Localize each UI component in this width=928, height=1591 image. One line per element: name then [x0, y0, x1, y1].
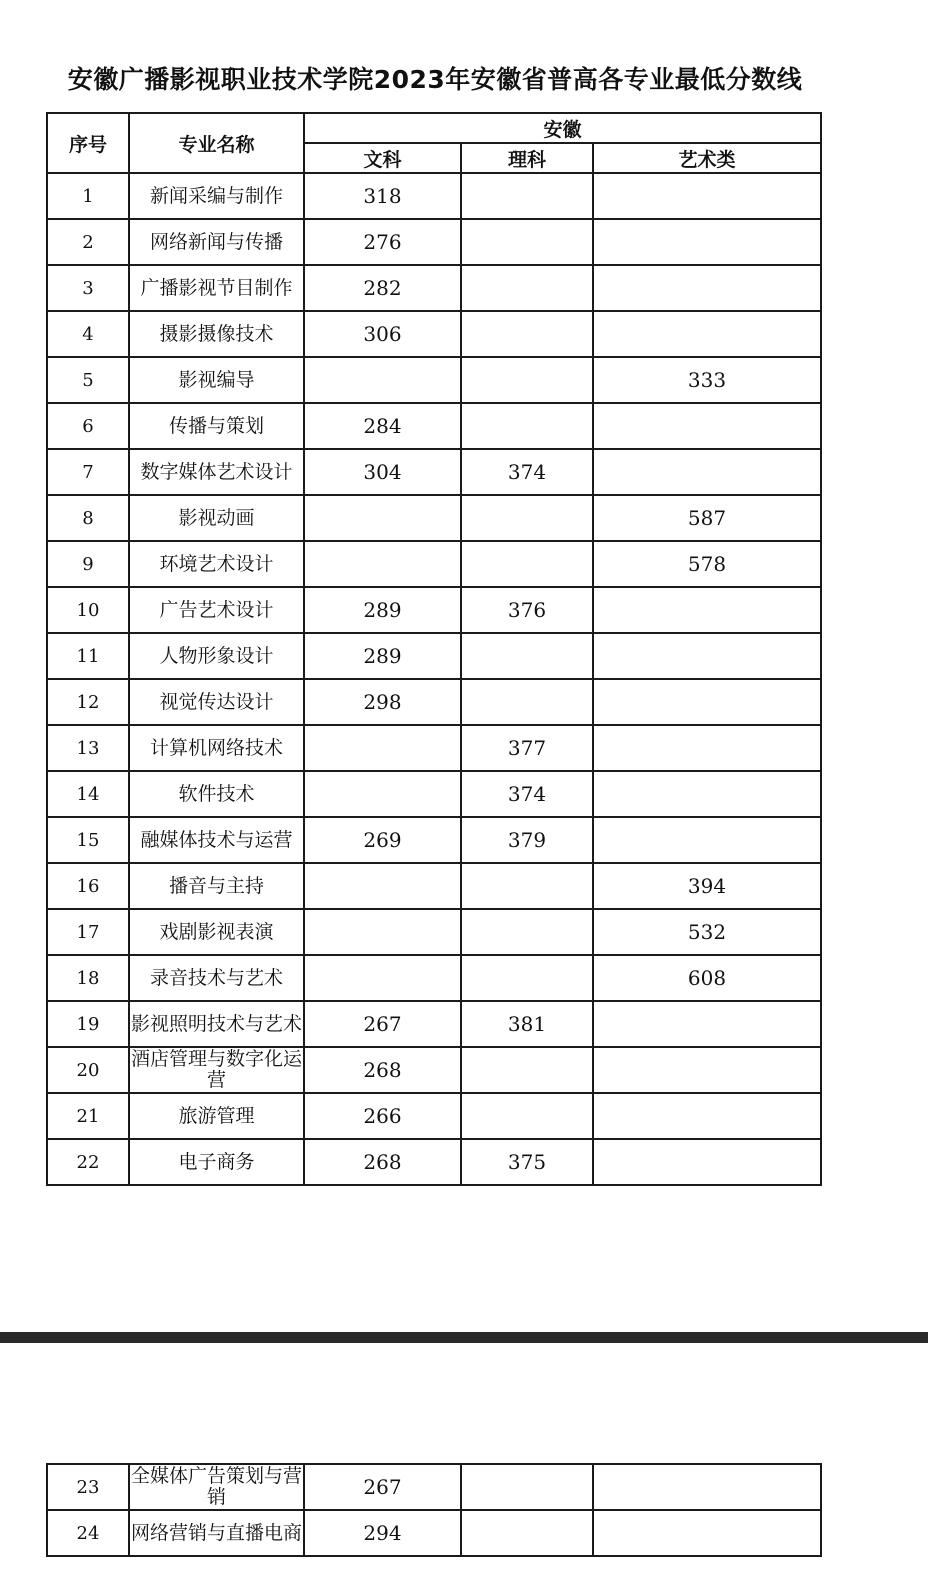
row-score-wenke: 269	[304, 817, 461, 863]
row-score-yishu	[593, 1001, 821, 1047]
row-major-name: 软件技术	[129, 771, 304, 817]
row-score-yishu	[593, 771, 821, 817]
row-serial-number: 21	[47, 1093, 129, 1139]
row-serial-number: 4	[47, 311, 129, 357]
table-row	[47, 219, 821, 265]
row-serial-number: 23	[47, 1464, 129, 1510]
row-score-wenke: 284	[304, 403, 461, 449]
row-score-like	[461, 863, 593, 909]
row-score-yishu	[593, 219, 821, 265]
row-score-like	[461, 1047, 593, 1093]
table-row	[47, 541, 821, 587]
row-score-wenke: 289	[304, 633, 461, 679]
page-break-divider	[0, 1332, 928, 1343]
score-table	[46, 112, 822, 1186]
row-score-wenke: 267	[304, 1464, 461, 1510]
row-major-name: 摄影摄像技术	[129, 311, 304, 357]
row-serial-number: 15	[47, 817, 129, 863]
row-score-like	[461, 173, 593, 219]
row-score-like: 374	[461, 449, 593, 495]
table-row	[47, 403, 821, 449]
row-score-yishu: 587	[593, 495, 821, 541]
row-score-wenke	[304, 909, 461, 955]
row-serial-number: 19	[47, 1001, 129, 1047]
row-score-yishu	[593, 817, 821, 863]
row-major-name: 计算机网络技术	[129, 725, 304, 771]
row-major-name: 影视动画	[129, 495, 304, 541]
table-row	[47, 1001, 821, 1047]
table-row	[47, 173, 821, 219]
row-major-name: 影视编导	[129, 357, 304, 403]
table-row	[47, 955, 821, 1001]
row-score-wenke: 276	[304, 219, 461, 265]
row-score-yishu: 394	[593, 863, 821, 909]
row-score-yishu	[593, 1464, 821, 1510]
row-score-yishu	[593, 679, 821, 725]
row-score-like	[461, 909, 593, 955]
table-row	[47, 311, 821, 357]
row-major-name: 广播影视节目制作	[129, 265, 304, 311]
row-score-like	[461, 403, 593, 449]
row-score-yishu	[593, 403, 821, 449]
row-score-like	[461, 633, 593, 679]
row-score-yishu	[593, 1093, 821, 1139]
table-row	[47, 1047, 821, 1093]
row-serial-number: 11	[47, 633, 129, 679]
row-major-name: 视觉传达设计	[129, 679, 304, 725]
table-row	[47, 449, 821, 495]
row-serial-number: 5	[47, 357, 129, 403]
score-table-continued-body	[47, 1464, 821, 1556]
score-table-continued	[46, 1463, 822, 1557]
row-major-name: 电子商务	[129, 1139, 304, 1185]
row-score-wenke: 268	[304, 1047, 461, 1093]
row-serial-number: 1	[47, 173, 129, 219]
row-score-wenke: 298	[304, 679, 461, 725]
row-serial-number: 8	[47, 495, 129, 541]
row-serial-number: 12	[47, 679, 129, 725]
row-major-name: 影视照明技术与艺术	[129, 1001, 304, 1047]
row-score-like: 376	[461, 587, 593, 633]
table-row	[47, 1510, 821, 1556]
row-serial-number: 7	[47, 449, 129, 495]
score-table-body	[47, 173, 821, 1185]
header-province: 安徽	[304, 113, 821, 143]
row-major-name: 旅游管理	[129, 1093, 304, 1139]
row-major-name: 数字媒体艺术设计	[129, 449, 304, 495]
row-score-like: 377	[461, 725, 593, 771]
row-serial-number: 24	[47, 1510, 129, 1556]
row-major-name: 人物形象设计	[129, 633, 304, 679]
header-like: 理科	[461, 143, 593, 173]
row-score-like	[461, 1510, 593, 1556]
table-row	[47, 1139, 821, 1185]
row-score-yishu	[593, 311, 821, 357]
table-row	[47, 357, 821, 403]
table-row	[47, 863, 821, 909]
row-score-like	[461, 495, 593, 541]
row-score-yishu: 333	[593, 357, 821, 403]
row-score-like	[461, 541, 593, 587]
row-major-name: 环境艺术设计	[129, 541, 304, 587]
row-score-like	[461, 955, 593, 1001]
row-major-name: 广告艺术设计	[129, 587, 304, 633]
row-score-wenke	[304, 955, 461, 1001]
row-score-yishu	[593, 1510, 821, 1556]
row-score-wenke: 266	[304, 1093, 461, 1139]
row-score-yishu	[593, 1139, 821, 1185]
row-serial-number: 22	[47, 1139, 129, 1185]
row-score-wenke	[304, 725, 461, 771]
row-serial-number: 10	[47, 587, 129, 633]
table-row	[47, 1464, 821, 1510]
row-score-yishu: 532	[593, 909, 821, 955]
row-serial-number: 16	[47, 863, 129, 909]
header-wenke: 文科	[304, 143, 461, 173]
row-major-name: 酒店管理与数字化运营	[130, 1048, 302, 1091]
table-row	[47, 587, 821, 633]
row-score-like	[461, 311, 593, 357]
row-score-wenke: 306	[304, 311, 461, 357]
row-major-name: 录音技术与艺术	[129, 955, 304, 1001]
row-score-wenke: 282	[304, 265, 461, 311]
row-score-like	[461, 357, 593, 403]
row-score-wenke	[304, 863, 461, 909]
row-score-yishu	[593, 587, 821, 633]
table-row	[47, 909, 821, 955]
row-score-wenke	[304, 771, 461, 817]
table-row	[47, 495, 821, 541]
row-score-wenke	[304, 357, 461, 403]
table-row	[47, 633, 821, 679]
row-score-like	[461, 1093, 593, 1139]
table-row	[47, 679, 821, 725]
row-serial-number: 9	[47, 541, 129, 587]
row-score-yishu	[593, 449, 821, 495]
header-major-name: 专业名称	[129, 113, 304, 173]
row-score-yishu: 608	[593, 955, 821, 1001]
row-score-like	[461, 219, 593, 265]
header-serial-number: 序号	[47, 113, 129, 173]
row-serial-number: 2	[47, 219, 129, 265]
row-score-wenke: 318	[304, 173, 461, 219]
row-score-wenke: 267	[304, 1001, 461, 1047]
row-score-wenke: 304	[304, 449, 461, 495]
row-score-like: 375	[461, 1139, 593, 1185]
row-score-like	[461, 1464, 593, 1510]
row-major-name: 新闻采编与制作	[129, 173, 304, 219]
row-score-yishu	[593, 1047, 821, 1093]
row-serial-number: 17	[47, 909, 129, 955]
row-score-wenke: 289	[304, 587, 461, 633]
row-score-like: 379	[461, 817, 593, 863]
row-score-yishu	[593, 725, 821, 771]
table-row	[47, 1093, 821, 1139]
page-title: 安徽广播影视职业技术学院2023年安徽省普高各专业最低分数线	[67, 65, 803, 94]
row-score-like	[461, 265, 593, 311]
row-score-like	[461, 679, 593, 725]
row-major-name: 网络营销与直播电商	[129, 1510, 304, 1556]
row-serial-number: 3	[47, 265, 129, 311]
row-score-like: 381	[461, 1001, 593, 1047]
row-major-name: 戏剧影视表演	[129, 909, 304, 955]
row-major-name: 全媒体广告策划与营销	[130, 1465, 302, 1508]
table-row	[47, 265, 821, 311]
row-serial-number: 13	[47, 725, 129, 771]
row-serial-number: 18	[47, 955, 129, 1001]
row-score-like: 374	[461, 771, 593, 817]
row-score-yishu	[593, 633, 821, 679]
row-serial-number: 14	[47, 771, 129, 817]
row-score-wenke: 268	[304, 1139, 461, 1185]
row-score-wenke: 294	[304, 1510, 461, 1556]
row-major-name: 播音与主持	[129, 863, 304, 909]
row-score-yishu	[593, 265, 821, 311]
row-major-name: 网络新闻与传播	[129, 219, 304, 265]
row-score-yishu: 578	[593, 541, 821, 587]
row-serial-number: 20	[47, 1047, 129, 1093]
table-row	[47, 817, 821, 863]
row-score-yishu	[593, 173, 821, 219]
row-major-name: 传播与策划	[129, 403, 304, 449]
row-serial-number: 6	[47, 403, 129, 449]
table-row	[47, 725, 821, 771]
row-score-wenke	[304, 495, 461, 541]
table-row	[47, 771, 821, 817]
header-yishu: 艺术类	[593, 143, 821, 173]
row-score-wenke	[304, 541, 461, 587]
row-major-name: 融媒体技术与运营	[129, 817, 304, 863]
